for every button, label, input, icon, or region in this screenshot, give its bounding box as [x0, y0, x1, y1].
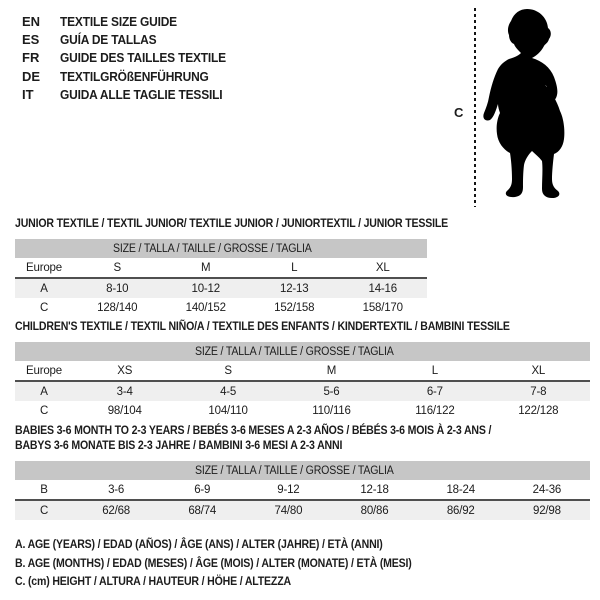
language-title: TEXTILE SIZE GUIDE: [60, 13, 177, 29]
language-header: [22, 12, 240, 104]
junior-table-title: JUNIOR TEXTILE / TEXTIL JUNIOR/ TEXTILE JUNIOR / JUNIORTEXTIL / JUNIOR TESSILE: [15, 216, 448, 230]
legend-footnotes: [15, 535, 466, 591]
size-table-babies: [15, 461, 590, 520]
language-title: GUIDA ALLE TAGLIE TESSILI: [60, 87, 223, 103]
height-measure-label: C: [454, 105, 464, 120]
size-cell: 122/128: [518, 404, 559, 417]
row-label: Europe: [15, 258, 73, 278]
size-cell: 5-6: [280, 381, 383, 401]
children-table-title: CHILDREN'S TEXTILE / TEXTIL NIÑO/A / TEXTILE DES ENFANTS / KINDERTEXTIL / BAMBINI TESSILE: [15, 319, 510, 333]
language-code: ES: [22, 32, 40, 48]
size-header-row: [15, 461, 590, 480]
language-row: [22, 49, 240, 67]
row-label: C: [39, 301, 49, 314]
table-row: [15, 480, 590, 500]
size-cell: 3-6: [73, 480, 159, 500]
language-row: [22, 67, 240, 85]
size-cell: S: [73, 258, 162, 278]
size-cell: 12-18: [331, 480, 417, 500]
size-header-bar: SIZE / TALLA / TAILLE / GRÖSSE / TAGLIA: [15, 342, 590, 361]
language-code: FR: [22, 50, 40, 66]
size-cell: 9-12: [245, 480, 331, 500]
size-table-children: [15, 342, 590, 420]
size-cell: 80/86: [331, 500, 417, 520]
table-row: [15, 500, 590, 520]
size-cell: 18-24: [418, 480, 504, 500]
row-label: C: [39, 404, 49, 417]
junior-table-section: [15, 216, 448, 317]
language-row: [22, 30, 240, 48]
size-cell: 10-12: [162, 278, 251, 298]
size-cell: 62/68: [73, 500, 159, 520]
size-cell: M: [280, 361, 383, 381]
row-label: A: [15, 278, 73, 298]
size-cell: 24-36: [504, 480, 590, 500]
size-cell: 6-9: [159, 480, 245, 500]
size-header-row: [15, 342, 590, 361]
language-title: TEXTILGRÖßENFÜHRUNG: [60, 68, 209, 84]
size-cell: 6-7: [383, 381, 486, 401]
row-label: A: [15, 381, 73, 401]
size-table-junior: [15, 239, 427, 317]
size-cell: 152/158: [274, 301, 315, 314]
table-row: [15, 381, 590, 401]
size-cell: L: [383, 361, 486, 381]
babies-table-title-line2: BABYS 3-6 MONATE BIS 2-3 JAHRE / BAMBINI 3-6 MESI A 2-3 ANNI: [15, 438, 343, 452]
size-cell: 74/80: [245, 500, 331, 520]
size-cell: 140/152: [185, 301, 226, 314]
table-row: [15, 361, 590, 381]
language-code: IT: [22, 87, 34, 103]
table-row: [15, 401, 590, 420]
row-label: C: [15, 500, 73, 520]
language-code: EN: [22, 13, 41, 29]
row-label: B: [15, 480, 73, 500]
footnote-age-years: A. AGE (YEARS) / EDAD (AÑOS) / ÂGE (ANS) / ALTER (JAHRE) / ETÀ (ANNI): [15, 537, 383, 551]
table-row: [15, 298, 427, 317]
size-cell: L: [250, 258, 339, 278]
size-cell: 14-16: [339, 278, 428, 298]
size-header-bar: SIZE / TALLA / TAILLE / GRÖSSE / TAGLIA: [15, 239, 427, 258]
size-cell: 4-5: [176, 381, 279, 401]
size-cell: M: [162, 258, 251, 278]
babies-table-section: [15, 423, 590, 520]
size-cell: 7-8: [487, 381, 590, 401]
size-cell: XS: [73, 361, 176, 381]
size-cell: XL: [339, 258, 428, 278]
size-cell: 110/116: [312, 404, 351, 417]
language-title: GUÍA DE TALLAS: [60, 32, 157, 48]
size-header-bar: SIZE / TALLA / TAILLE / GRÖSSE / TAGLIA: [15, 461, 590, 480]
language-row: [22, 86, 240, 104]
size-cell: 104/110: [208, 404, 248, 417]
size-cell: 98/104: [107, 404, 142, 417]
size-cell: 3-4: [73, 381, 176, 401]
size-cell: 116/122: [415, 404, 455, 417]
size-cell: 86/92: [418, 500, 504, 520]
size-cell: S: [176, 361, 279, 381]
size-header-row: [15, 239, 427, 258]
row-label: Europe: [15, 361, 73, 381]
height-measure-dashed-line: [474, 8, 476, 207]
size-cell: 12-13: [250, 278, 339, 298]
size-cell: 158/170: [362, 301, 403, 314]
size-cell: 92/98: [504, 500, 590, 520]
size-cell: 128/140: [97, 301, 138, 314]
footnote-height-cm: C. (cm) HEIGHT / ALTURA / HAUTEUR / HÖHE / ALTEZZA: [15, 574, 291, 588]
size-cell: 8-10: [73, 278, 162, 298]
language-title: GUIDE DES TAILLES TEXTILE: [60, 50, 226, 66]
size-cell: 68/74: [159, 500, 245, 520]
table-row: [15, 278, 427, 298]
footnote-age-months: B. AGE (MONTHS) / EDAD (MESES) / ÂGE (MOIS) / ALTER (MONATE) / ETÀ (MESI): [15, 555, 412, 570]
size-cell: XL: [487, 361, 590, 381]
children-table-section: [15, 319, 590, 420]
toddler-silhouette: [481, 7, 573, 207]
language-code: DE: [22, 68, 41, 84]
babies-table-title-line1: BABIES 3-6 MONTH TO 2-3 YEARS / BEBÉS 3-6 MESES A 2-3 AÑOS / BÉBÉS 3-6 MOIS À 2-3 ANS /: [15, 423, 492, 437]
table-row: [15, 258, 427, 278]
language-row: [22, 12, 240, 30]
